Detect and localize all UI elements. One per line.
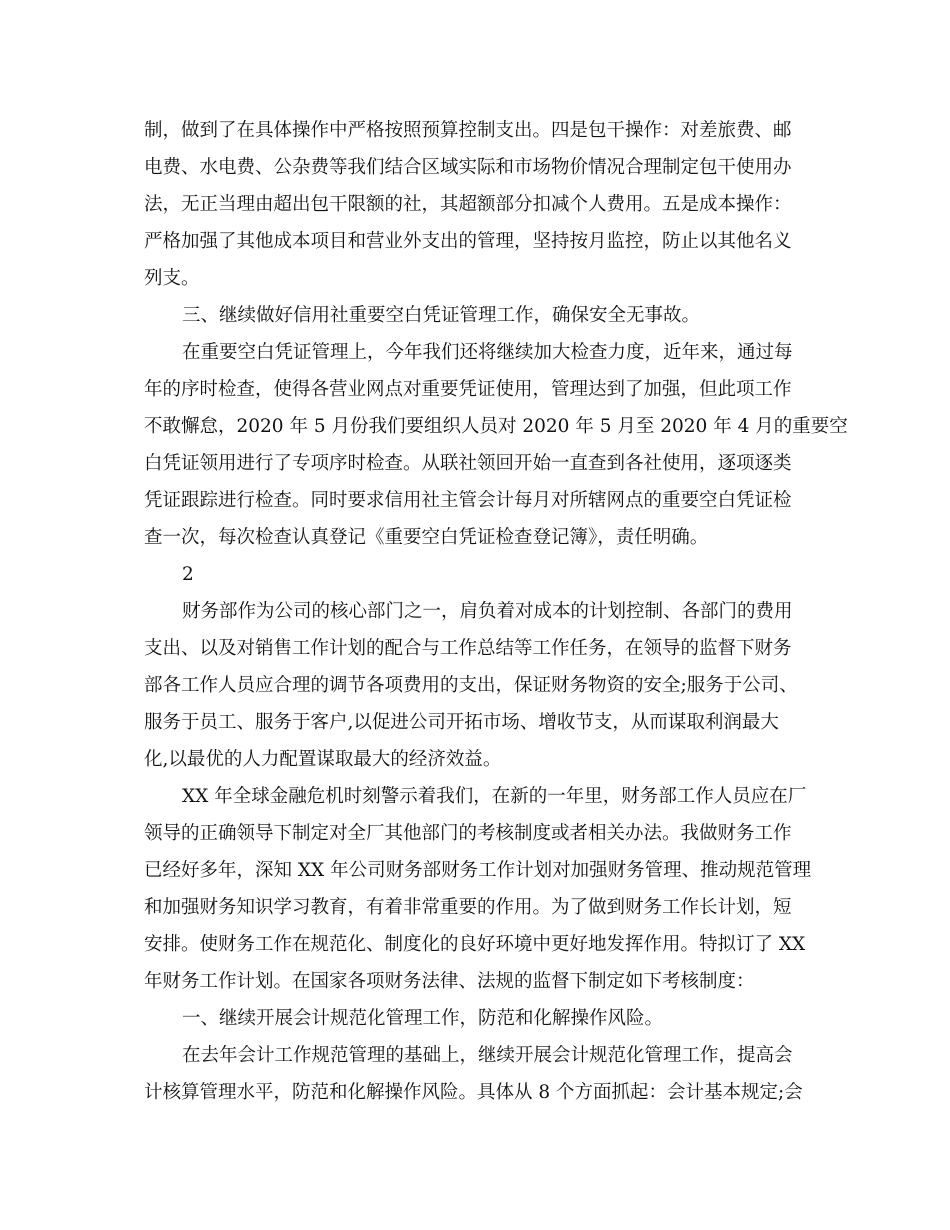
text-line: XX 年全球金融危机时刻警示着我们，在新的一年里，财务部工作人员应在厂 <box>182 786 807 807</box>
text-line: 不敢懈怠，2020 年 5 月份我们要组织人员对 2020 年 5 月至 2020 年 4 月的重要空 <box>144 416 848 437</box>
text-line: 法，无正当理由超出包干限额的社，其超额部分扣减个人费用。五是成本操作： <box>144 194 792 215</box>
text-line: 在去年会计工作规范管理的基础上，继续开展会计规范化管理工作，提高会 <box>182 1045 793 1066</box>
text-line: 凭证跟踪进行检查。同时要求信用社主管会计每月对所辖网点的重要空白凭证检 <box>144 490 792 511</box>
text-line: 年的序时检查，使得各营业网点对重要凭证使用，管理达到了加强，但此项工作 <box>144 379 792 400</box>
section-number: 2 <box>182 564 194 585</box>
text-line: 制，做到了在具体操作中严格按照预算控制支出。四是包干操作：对差旅费、邮 <box>144 120 792 141</box>
text-line: 在重要空白凭证管理上，今年我们还将继续加大检查力度，近年来，通过每 <box>182 342 793 363</box>
text-line: 列支。 <box>144 268 200 289</box>
text-line: 电费、水电费、公杂费等我们结合区域实际和市场物价情况合理制定包干使用办 <box>144 157 792 178</box>
section-heading: 三、继续做好信用社重要空白凭证管理工作，确保安全无事故。 <box>182 305 701 326</box>
text-line: 已经好多年，深知 XX 年公司财务部财务工作计划对加强财务管理、推动规范管理 <box>144 860 812 881</box>
section-heading: 一、继续开展会计规范化管理工作，防范和化解操作风险。 <box>182 1008 664 1029</box>
text-line: 支出、以及对销售工作计划的配合与工作总结等工作任务，在领导的监督下财务 <box>144 638 792 659</box>
text-line: 计核算管理水平，防范和化解操作风险。具体从 8 个方面抓起：会计基本规定;会 <box>144 1082 803 1103</box>
text-line: 严格加强了其他成本项目和营业外支出的管理，坚持按月监控，防止以其他名义 <box>144 231 792 252</box>
text-line: 财务部作为公司的核心部门之一，肩负着对成本的计划控制、各部门的费用 <box>182 601 793 622</box>
text-line: 年财务工作计划。在国家各项财务法律、法规的监督下制定如下考核制度： <box>144 971 755 992</box>
text-line: 领导的正确领导下制定对全厂其他部门的考核制度或者相关办法。我做财务工作 <box>144 823 792 844</box>
text-line: 部各工作人员应合理的调节各项费用的支出，保证财务物资的安全;服务于公司、 <box>144 675 798 696</box>
text-line: 安排。使财务工作在规范化、制度化的良好环境中更好地发挥作用。特拟订了 XX <box>144 934 806 955</box>
text-line: 化,以最优的人力配置谋取最大的经济效益。 <box>144 749 502 770</box>
text-line: 查一次，每次检查认真登记《重要空白凭证检查登记簿》，责任明确。 <box>144 527 709 548</box>
text-line: 和加强财务知识学习教育，有着非常重要的作用。为了做到财务工作长计划，短 <box>144 897 792 918</box>
text-line: 白凭证领用进行了专项序时检查。从联社领回开始一直查到各社使用，逐项逐类 <box>144 453 792 474</box>
text-line: 服务于员工、服务于客户,以促进公司开拓市场、增收节支，从而谋取利润最大 <box>144 712 779 733</box>
